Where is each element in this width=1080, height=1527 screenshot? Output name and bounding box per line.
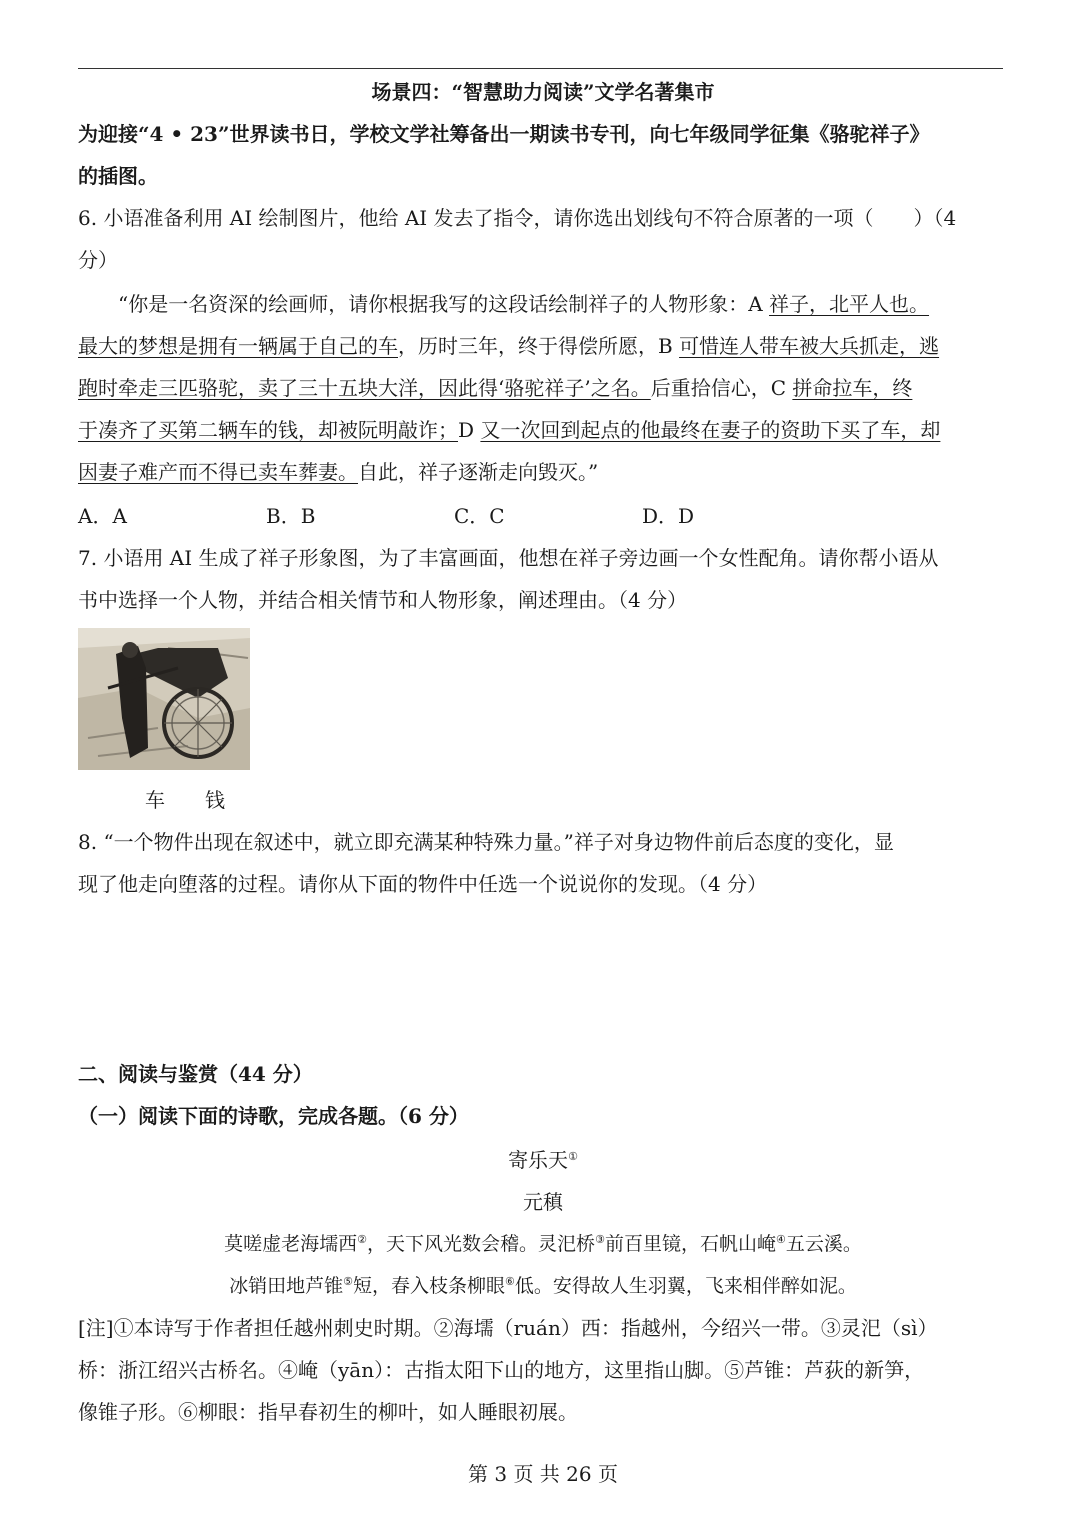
q6-line-2: 分）	[78, 248, 118, 272]
q7-line-1: 7. 小语用 AI 生成了祥子形象图，为了丰富画面，他想在祥子旁边画一个女性配角。请你帮小语从	[78, 546, 939, 570]
note-mark: ②	[357, 1233, 368, 1246]
q6-prompt-line-3	[78, 374, 1008, 402]
page-footer: 第 3 页 共 26 页	[468, 1462, 618, 1486]
q7-line-2: 书中选择一个人物，并结合相关情节和人物形象，阐述理由。（4 分）	[78, 588, 688, 612]
notes-line-2: 桥：浙江绍兴古桥名。④崦（yān）：古指太阳下山的地方，这里指山脚。⑤芦锥：芦荻的新笋，	[78, 1358, 925, 1382]
part-1-title: （一）阅读下面的诗歌，完成各题。（6 分）	[78, 1104, 469, 1128]
q6-options	[78, 502, 1008, 530]
caption-money: 钱	[205, 788, 225, 812]
poem-line-2	[78, 1272, 1008, 1300]
q6-underline-d: 又一次回到起点的他最终在妻子的资助下买了车，却	[480, 418, 941, 442]
option-d: D．D	[642, 504, 695, 528]
q6-underline-c-cont: 于凑齐了买第二辆车的钱，却被阮明敲诈；	[78, 418, 458, 442]
scene-title: 场景四：“智慧助力阅读”文学名著集市	[371, 80, 715, 104]
poem-text: 冰销田地芦锥	[229, 1275, 344, 1297]
option-c: C．C	[454, 504, 505, 528]
q6-underline-b: 可惜连人带车被大兵抓走，逃	[679, 334, 940, 358]
q6-prompt-line-1	[118, 290, 1008, 318]
q6-underline-a-cont: 最大的梦想是拥有一辆属于自己的车	[78, 334, 398, 358]
note-mark: ⑤	[343, 1275, 353, 1288]
poem-text: 五云溪。	[785, 1233, 862, 1255]
q6-prompt-line-2	[78, 332, 1008, 360]
intro-line-2: 的插图。	[78, 164, 158, 188]
q6-underline-d-cont: 因妻子难产而不得已卖车葬妻。	[78, 460, 358, 484]
q8-line-1: 8. “一个物件出现在叙述中，就立即充满某种特殊力量。”祥子对身边物件前后态度的变化，显	[78, 830, 894, 854]
q6-prompt-text: ，历时三年，终于得偿所愿，B	[398, 334, 680, 358]
note-mark: ④	[775, 1233, 786, 1246]
poem-title-text: 寄乐天	[508, 1148, 569, 1172]
option-b: B．B	[266, 504, 316, 528]
option-a: A．A	[78, 504, 127, 528]
section-2-title: 二、阅读与鉴赏（44 分）	[78, 1062, 313, 1086]
poem-title-note: ①	[568, 1150, 578, 1163]
q6-underline-c: 拼命拉车，终	[792, 376, 913, 400]
items-caption	[145, 786, 345, 814]
q6-prompt-line-5	[78, 458, 1008, 486]
q6-line-1: 6. 小语准备利用 AI 绘制图片，他给 AI 发去了指令，请你选出划线句不符合原著的一项（ ）（4	[78, 206, 957, 230]
poem-text: 短，春入枝条柳眼	[352, 1275, 505, 1297]
poem-text: ，天下风光数会稽。灵汜桥	[367, 1233, 596, 1255]
poem-line-1	[78, 1230, 1008, 1258]
q6-prompt-line-4	[78, 416, 1008, 444]
q6-prompt-text: 后重拾信心，C	[650, 376, 793, 400]
q6-underline-a: 祥子，北平人也。	[769, 292, 930, 316]
poem-title	[78, 1146, 1008, 1174]
top-rule	[78, 68, 1003, 69]
poem-author: 元稹	[523, 1190, 563, 1214]
q8-line-2: 现了他走向堕落的过程。请你从下面的物件中任选一个说说你的发现。（4 分）	[78, 872, 768, 896]
q6-underline-b-cont: 跑时牵走三匹骆驼，卖了三十五块大洋，因此得‘骆驼祥子’之名。	[78, 376, 651, 400]
q6-prompt-text: D	[458, 418, 481, 442]
intro-line-1: 为迎接“4 • 23”世界读书日，学校文学社筹备出一期读书专刊，向七年级同学征集《骆驼祥子》	[78, 122, 930, 146]
note-mark: ⑥	[505, 1275, 515, 1288]
poem-text: 莫嗟虚老海壖西	[224, 1233, 358, 1255]
note-mark: ③	[595, 1233, 605, 1246]
notes-line-1: [注]①本诗写于作者担任越州刺史时期。②海壖（ruán）西：指越州，今绍兴一带。③灵汜（sì）	[78, 1316, 938, 1340]
poem-text: 低。安得故人生羽翼，飞来相伴醉如泥。	[514, 1275, 857, 1297]
poem-text: 前百里镜，石帆山崦	[604, 1233, 776, 1255]
rickshaw-illustration	[78, 628, 250, 770]
notes-line-3: 像锥子形。⑥柳眼：指早春初生的柳叶，如人睡眼初展。	[78, 1400, 578, 1424]
caption-car: 车	[145, 788, 165, 812]
q6-prompt-text: 自此，祥子逐渐走向毁灭。”	[358, 460, 599, 484]
q6-prompt-text: “你是一名资深的绘画师，请你根据我写的这段话绘制祥子的人物形象：A	[118, 292, 770, 316]
